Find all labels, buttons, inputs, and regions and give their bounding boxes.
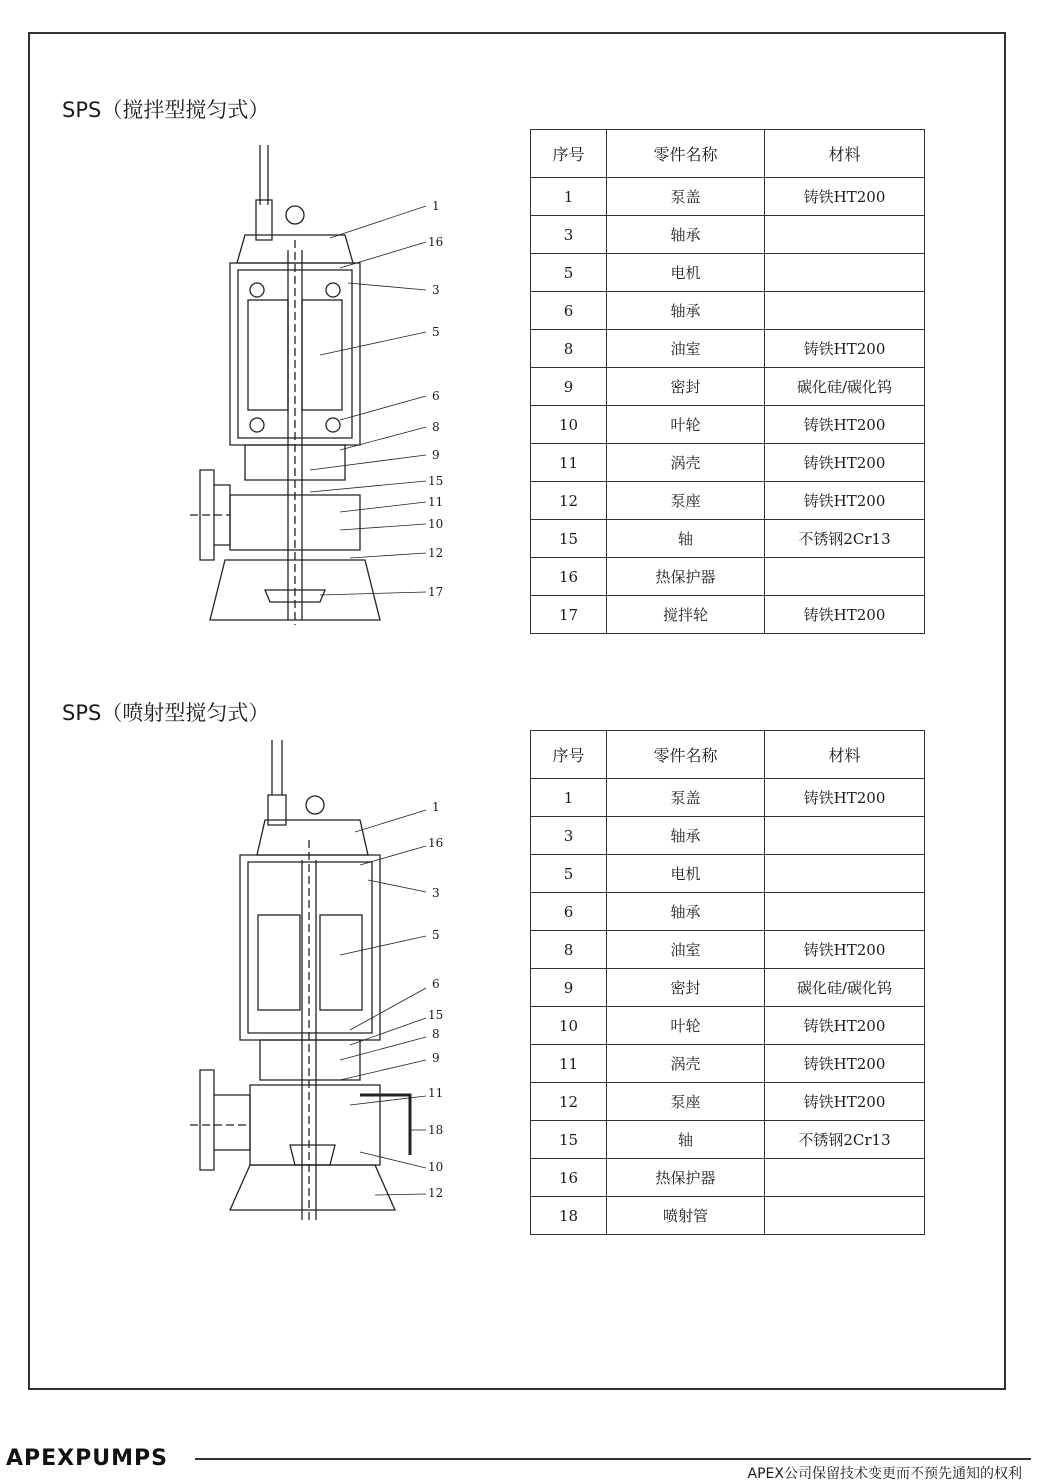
table-row bbox=[531, 855, 925, 893]
cell-seq: 16 bbox=[531, 558, 607, 596]
cell-material: 碳化硅/碳化钨 bbox=[765, 368, 925, 406]
cell-seq: 12 bbox=[531, 482, 607, 520]
cell-material: 铸铁HT200 bbox=[765, 779, 925, 817]
table-row bbox=[531, 931, 925, 969]
cell-seq: 3 bbox=[531, 216, 607, 254]
s1-callout-8: 8 bbox=[432, 420, 440, 434]
table-header-row bbox=[531, 731, 925, 779]
footer-rule bbox=[195, 1458, 1031, 1460]
cell-material: 铸铁HT200 bbox=[765, 931, 925, 969]
cell-seq: 15 bbox=[531, 1121, 607, 1159]
s2-callout-18: 18 bbox=[428, 1123, 444, 1137]
cell-seq: 6 bbox=[531, 893, 607, 931]
cell-material: 铸铁HT200 bbox=[765, 482, 925, 520]
s1-callout-12: 12 bbox=[428, 546, 444, 560]
header-part-name: 零件名称 bbox=[607, 731, 765, 779]
cell-seq: 10 bbox=[531, 406, 607, 444]
header-material: 材料 bbox=[765, 130, 925, 178]
table-row bbox=[531, 406, 925, 444]
s1-callout-5: 5 bbox=[432, 325, 440, 339]
cell-part: 泵座 bbox=[607, 1083, 765, 1121]
cell-seq: 5 bbox=[531, 254, 607, 292]
table-header-row bbox=[531, 130, 925, 178]
s1-callout-6: 6 bbox=[432, 389, 440, 403]
table-row bbox=[531, 482, 925, 520]
cell-part: 电机 bbox=[607, 254, 765, 292]
cell-seq: 9 bbox=[531, 368, 607, 406]
cell-material: 碳化硅/碳化钨 bbox=[765, 969, 925, 1007]
cell-seq: 8 bbox=[531, 931, 607, 969]
section2-parts-table bbox=[530, 730, 925, 1235]
cell-part: 电机 bbox=[607, 855, 765, 893]
table-row bbox=[531, 893, 925, 931]
cell-seq: 15 bbox=[531, 520, 607, 558]
cell-part: 轴 bbox=[607, 520, 765, 558]
s1-callout-3: 3 bbox=[432, 283, 440, 297]
section1-title: SPS（搅拌型搅匀式） bbox=[62, 98, 270, 122]
cell-part: 热保护器 bbox=[607, 558, 765, 596]
s1-callout-11: 11 bbox=[428, 495, 444, 509]
cell-seq: 11 bbox=[531, 444, 607, 482]
cell-part: 轴承 bbox=[607, 817, 765, 855]
cell-part: 叶轮 bbox=[607, 406, 765, 444]
cell-seq: 12 bbox=[531, 1083, 607, 1121]
cell-part: 油室 bbox=[607, 931, 765, 969]
table-row bbox=[531, 178, 925, 216]
cell-seq: 10 bbox=[531, 1007, 607, 1045]
header-material: 材料 bbox=[765, 731, 925, 779]
table-row bbox=[531, 1083, 925, 1121]
cell-part: 搅拌轮 bbox=[607, 596, 765, 634]
cell-material bbox=[765, 817, 925, 855]
footer-disclaimer: APEX公司保留技术变更而不预先通知的权利 bbox=[747, 1466, 1022, 1482]
cell-part: 泵座 bbox=[607, 482, 765, 520]
s2-callout-3: 3 bbox=[432, 886, 440, 900]
cell-seq: 3 bbox=[531, 817, 607, 855]
s2-callout-12: 12 bbox=[428, 1186, 444, 1200]
section1-parts-table bbox=[530, 129, 925, 634]
cell-material: 铸铁HT200 bbox=[765, 330, 925, 368]
cell-part: 涡壳 bbox=[607, 1045, 765, 1083]
cell-part: 叶轮 bbox=[607, 1007, 765, 1045]
cell-seq: 5 bbox=[531, 855, 607, 893]
table-row bbox=[531, 520, 925, 558]
table-row bbox=[531, 969, 925, 1007]
table-row bbox=[531, 596, 925, 634]
table-row bbox=[531, 330, 925, 368]
cell-material bbox=[765, 1159, 925, 1197]
cell-seq: 17 bbox=[531, 596, 607, 634]
s2-callout-8: 8 bbox=[432, 1027, 440, 1041]
s2-callout-9: 9 bbox=[432, 1051, 440, 1065]
table-row bbox=[531, 779, 925, 817]
section1-pump-drawing bbox=[190, 140, 460, 630]
cell-material: 铸铁HT200 bbox=[765, 444, 925, 482]
table-row bbox=[531, 1121, 925, 1159]
cell-material: 铸铁HT200 bbox=[765, 178, 925, 216]
s2-callout-11: 11 bbox=[428, 1086, 444, 1100]
s1-callout-16: 16 bbox=[428, 235, 444, 249]
s2-callout-5: 5 bbox=[432, 928, 440, 942]
cell-material bbox=[765, 855, 925, 893]
cell-material bbox=[765, 1197, 925, 1235]
s1-callout-1: 1 bbox=[432, 199, 440, 213]
cell-material bbox=[765, 254, 925, 292]
s1-callout-9: 9 bbox=[432, 448, 440, 462]
cell-seq: 11 bbox=[531, 1045, 607, 1083]
table-row bbox=[531, 1007, 925, 1045]
cell-material bbox=[765, 216, 925, 254]
s2-callout-6: 6 bbox=[432, 977, 440, 991]
section2-pump-drawing bbox=[190, 740, 460, 1220]
cell-material: 不锈钢2Cr13 bbox=[765, 520, 925, 558]
table-row bbox=[531, 817, 925, 855]
table-row bbox=[531, 1197, 925, 1235]
brand-logo: APEXPUMPS bbox=[6, 1446, 168, 1471]
cell-part: 泵盖 bbox=[607, 779, 765, 817]
table-row bbox=[531, 216, 925, 254]
table-row bbox=[531, 558, 925, 596]
cell-material: 铸铁HT200 bbox=[765, 1083, 925, 1121]
cell-material: 不锈钢2Cr13 bbox=[765, 1121, 925, 1159]
header-part-name: 零件名称 bbox=[607, 130, 765, 178]
cell-part: 轴承 bbox=[607, 292, 765, 330]
cell-part: 轴承 bbox=[607, 893, 765, 931]
cell-part: 轴 bbox=[607, 1121, 765, 1159]
table-row bbox=[531, 444, 925, 482]
cell-seq: 8 bbox=[531, 330, 607, 368]
s1-callout-10: 10 bbox=[428, 517, 444, 531]
cell-material: 铸铁HT200 bbox=[765, 596, 925, 634]
cell-seq: 16 bbox=[531, 1159, 607, 1197]
table-row bbox=[531, 1159, 925, 1197]
cell-part: 涡壳 bbox=[607, 444, 765, 482]
cell-material: 铸铁HT200 bbox=[765, 406, 925, 444]
s1-callout-17: 17 bbox=[428, 585, 444, 599]
s2-callout-15: 15 bbox=[428, 1008, 444, 1022]
cell-seq: 1 bbox=[531, 178, 607, 216]
cell-material bbox=[765, 558, 925, 596]
cell-part: 密封 bbox=[607, 969, 765, 1007]
cell-material bbox=[765, 292, 925, 330]
table-row bbox=[531, 1045, 925, 1083]
section2-title: SPS（喷射型搅匀式） bbox=[62, 701, 270, 725]
s1-callout-15: 15 bbox=[428, 474, 444, 488]
s2-callout-1: 1 bbox=[432, 800, 440, 814]
cell-material bbox=[765, 893, 925, 931]
cell-part: 轴承 bbox=[607, 216, 765, 254]
cell-part: 密封 bbox=[607, 368, 765, 406]
cell-material: 铸铁HT200 bbox=[765, 1007, 925, 1045]
cell-seq: 1 bbox=[531, 779, 607, 817]
cell-part: 热保护器 bbox=[607, 1159, 765, 1197]
cell-part: 泵盖 bbox=[607, 178, 765, 216]
header-seq: 序号 bbox=[531, 731, 607, 779]
cell-seq: 9 bbox=[531, 969, 607, 1007]
cell-seq: 6 bbox=[531, 292, 607, 330]
header-seq: 序号 bbox=[531, 130, 607, 178]
table-row bbox=[531, 368, 925, 406]
s2-callout-10: 10 bbox=[428, 1160, 444, 1174]
cell-seq: 18 bbox=[531, 1197, 607, 1235]
cell-material: 铸铁HT200 bbox=[765, 1045, 925, 1083]
table-row bbox=[531, 254, 925, 292]
s2-callout-16: 16 bbox=[428, 836, 444, 850]
table-row bbox=[531, 292, 925, 330]
cell-part: 喷射管 bbox=[607, 1197, 765, 1235]
cell-part: 油室 bbox=[607, 330, 765, 368]
